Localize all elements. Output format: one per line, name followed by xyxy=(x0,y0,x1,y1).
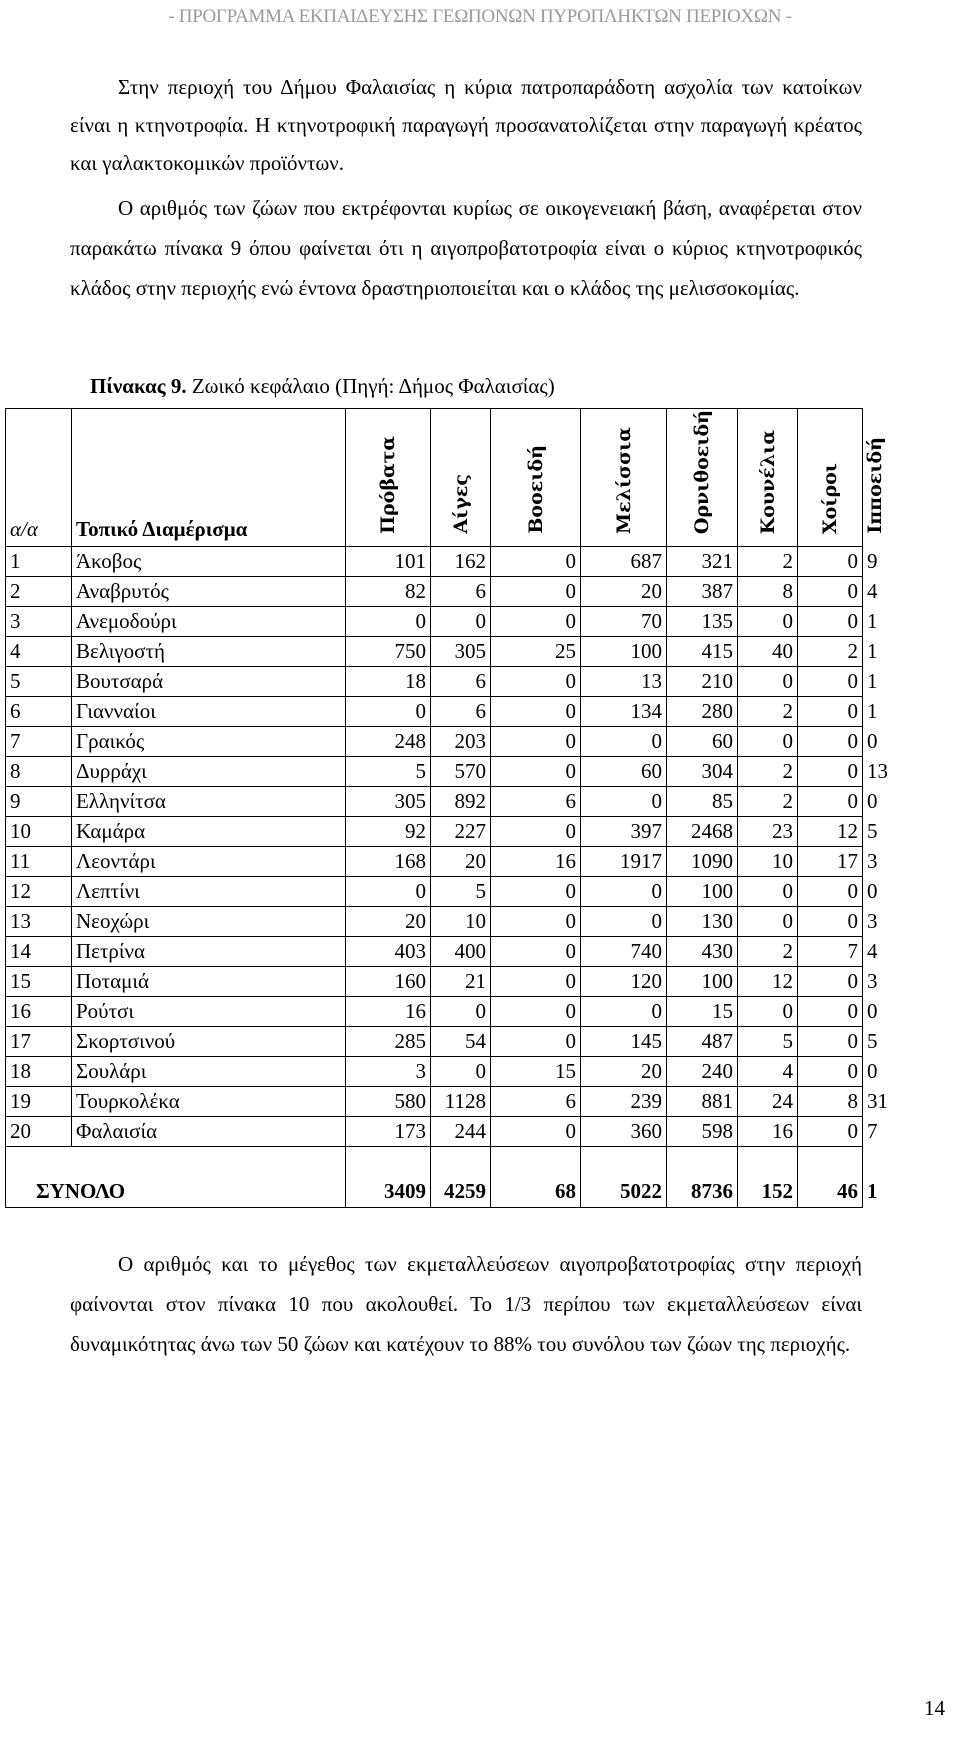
cell-value: 15 xyxy=(491,1057,581,1087)
cell-value: 54 xyxy=(431,1027,491,1057)
cell-value: 10 xyxy=(431,907,491,937)
cell-value: 13 xyxy=(581,667,667,697)
cell-value: 0 xyxy=(346,877,431,907)
cell-value: 16 xyxy=(346,997,431,1027)
total-value: 152 xyxy=(738,1147,798,1208)
column-header-text: Χοίροι xyxy=(819,462,841,534)
table-row: 20 Φαλαισία 173 244 0 360 598 16 0 7 xyxy=(6,1117,863,1147)
cell-value: 598 xyxy=(667,1117,738,1147)
cell-value: 85 xyxy=(667,787,738,817)
cell-value: 0 xyxy=(798,547,863,577)
cell-value: 18 xyxy=(346,667,431,697)
table-row: 11 Λεοντάρι 168 20 16 1917 1090 10 17 3 xyxy=(6,847,863,877)
cell-value: 305 xyxy=(431,637,491,667)
column-header xyxy=(346,409,431,547)
running-header: - ΠΡΟΓΡΑΜΜΑ ΕΚΠΑΙΔΕΥΣΗΣ ΓΕΩΠΟΝΩΝ ΠΥΡΟΠΛΗΚΤΩΝ ΠΕΡΙΟΧΩΝ - xyxy=(168,6,792,27)
cell-value: 239 xyxy=(581,1087,667,1117)
cell-value: 400 xyxy=(431,937,491,967)
column-header: Τοπικό Διαμέρισμα xyxy=(72,409,346,547)
cell-value: 0 xyxy=(581,877,667,907)
column-header xyxy=(738,409,798,547)
cell-value: 15 xyxy=(667,997,738,1027)
cell-value: 0 xyxy=(491,577,581,607)
cell-value: 100 xyxy=(667,877,738,907)
cell-value: 0 xyxy=(798,667,863,697)
paragraph-intro xyxy=(70,68,862,182)
paragraph-text: Ο αριθμός και το μέγεθος των εκμεταλλεύσεων αιγοπροβατοτροφίας στην περιοχή φαίνονται στον πίνακα 10 που ακολουθεί. Το 1/3 περίπου των εκμεταλλεύσεων είναι δυναμικότητας άνω των 50 ζώων και κατέχουν το 88% του συνόλου των ζώων της περιοχής. xyxy=(70,1252,862,1356)
cell-value: 280 xyxy=(667,697,738,727)
row-index: 14 xyxy=(6,937,72,967)
table-row: 1 Άκοβος 101 162 0 687 321 2 0 9 xyxy=(6,547,863,577)
row-index: 10 xyxy=(6,817,72,847)
cell-value: 0 xyxy=(581,907,667,937)
table-row: 7 Γραικός 248 203 0 0 60 0 0 0 xyxy=(6,727,863,757)
cell-value: 21 xyxy=(431,967,491,997)
cell-value: 0 xyxy=(798,1027,863,1057)
cell-value: 60 xyxy=(667,727,738,757)
district-name: Λεοντάρι xyxy=(72,847,346,877)
cell-value: 881 xyxy=(667,1087,738,1117)
cell-value: 20 xyxy=(346,907,431,937)
cell-value: 10 xyxy=(738,847,798,877)
district-name: Τουρκολέκα xyxy=(72,1087,346,1117)
district-name: Φαλαισία xyxy=(72,1117,346,1147)
cell-value: 321 xyxy=(667,547,738,577)
table-row: 16 Ρούτσι 16 0 0 0 15 0 0 0 xyxy=(6,997,863,1027)
cell-value: 227 xyxy=(431,817,491,847)
cell-value: 0 xyxy=(581,727,667,757)
cell-value: 4 xyxy=(738,1057,798,1087)
cell-value: 70 xyxy=(581,607,667,637)
cell-value: 135 xyxy=(667,607,738,637)
cell-value: 0 xyxy=(798,997,863,1027)
cell-value: 570 xyxy=(431,757,491,787)
column-header-text: Ορνιθοειδή xyxy=(691,409,713,534)
cell-value: 0 xyxy=(581,787,667,817)
paragraph-text: Ο αριθμός των ζώων που εκτρέφονται κυρίως σε οικογενειακή βάση, αναφέρεται στον παρακάτω πίνακα 9 όπου φαίνεται ότι η αιγοπροβατοτροφία είναι ο κύριος κτηνοτροφικός κλάδος στην περιοχής ενώ έντονα δραστηριοποιείται και ο κλάδος της μελισσοκομίας. xyxy=(70,196,862,300)
caption-text: Ζωικό κεφάλαιο (Πηγή: Δήμος Φαλαισίας) xyxy=(186,374,555,398)
total-value: 46 xyxy=(798,1147,863,1208)
cell-value: 0 xyxy=(491,937,581,967)
cell-value: 162 xyxy=(431,547,491,577)
cell-value: 160 xyxy=(346,967,431,997)
cell-value: 0 xyxy=(738,877,798,907)
district-name: Βουτσαρά xyxy=(72,667,346,697)
paragraph-text: Στην περιοχή του Δήμου Φαλαισίας η κύρια πατροπαράδοτη ασχολία των κατοίκων είναι η κτηνοτροφία. Η κτηνοτροφική παραγωγή προσανατολίζεται στην παραγωγή κρέατος και γαλακτοκομικών προϊόντων. xyxy=(70,75,862,175)
table-row: 15 Ποταμιά 160 21 0 120 100 12 0 3 xyxy=(6,967,863,997)
cell-value: 403 xyxy=(346,937,431,967)
cell-value: 0 xyxy=(491,547,581,577)
cell-value: 580 xyxy=(346,1087,431,1117)
cell-value: 60 xyxy=(581,757,667,787)
table-row: 14 Πετρίνα 403 400 0 740 430 2 7 4 xyxy=(6,937,863,967)
table-row: 3 Ανεμοδούρι 0 0 0 70 135 0 0 1 xyxy=(6,607,863,637)
table-row: 8 Δυρράχι 5 570 0 60 304 2 0 13 xyxy=(6,757,863,787)
cell-value: 1128 xyxy=(431,1087,491,1117)
cell-value: 0 xyxy=(491,967,581,997)
cell-value: 173 xyxy=(346,1117,431,1147)
total-label: ΣΥΝΟΛΟ xyxy=(6,1147,346,1208)
row-index: 1 xyxy=(6,547,72,577)
cell-value: 1917 xyxy=(581,847,667,877)
cell-value: 0 xyxy=(798,1057,863,1087)
cell-value: 0 xyxy=(491,727,581,757)
cell-value: 387 xyxy=(667,577,738,607)
cell-value: 2468 xyxy=(667,817,738,847)
row-index: 5 xyxy=(6,667,72,697)
cell-value: 305 xyxy=(346,787,431,817)
cell-value: 0 xyxy=(798,907,863,937)
cell-value: 0 xyxy=(798,577,863,607)
row-index: 19 xyxy=(6,1087,72,1117)
district-name: Ανεμοδούρι xyxy=(72,607,346,637)
cell-value: 0 xyxy=(491,817,581,847)
table-row: 19 Τουρκολέκα 580 1128 6 239 881 24 8 31 xyxy=(6,1087,863,1117)
cell-value: 0 xyxy=(431,997,491,1027)
cell-value: 5 xyxy=(738,1027,798,1057)
cell-value: 12 xyxy=(738,967,798,997)
cell-value: 2 xyxy=(738,787,798,817)
cell-value: 0 xyxy=(738,907,798,937)
cell-value: 0 xyxy=(798,787,863,817)
cell-value: 244 xyxy=(431,1117,491,1147)
cell-value: 6 xyxy=(491,1087,581,1117)
district-name: Δυρράχι xyxy=(72,757,346,787)
cell-value: 397 xyxy=(581,817,667,847)
paragraph-animals xyxy=(70,188,862,308)
table-row: 13 Νεοχώρι 20 10 0 0 130 0 0 3 xyxy=(6,907,863,937)
column-header xyxy=(581,409,667,547)
cell-value: 6 xyxy=(431,667,491,697)
district-name: Καμάρα xyxy=(72,817,346,847)
column-header-text: Αίγες xyxy=(449,474,472,534)
cell-value: 0 xyxy=(798,1117,863,1147)
cell-value: 0 xyxy=(431,1057,491,1087)
row-index: 8 xyxy=(6,757,72,787)
cell-value: 16 xyxy=(491,847,581,877)
total-value: 68 xyxy=(491,1147,581,1208)
cell-value: 0 xyxy=(491,1027,581,1057)
cell-value: 25 xyxy=(491,637,581,667)
district-name: Νεοχώρι xyxy=(72,907,346,937)
cell-value: 0 xyxy=(491,1117,581,1147)
column-header-text: Ιπποειδή xyxy=(864,437,886,534)
cell-value: 0 xyxy=(738,607,798,637)
cell-value: 0 xyxy=(491,907,581,937)
cell-value: 16 xyxy=(738,1117,798,1147)
row-index: 12 xyxy=(6,877,72,907)
cell-value: 210 xyxy=(667,667,738,697)
row-index: 11 xyxy=(6,847,72,877)
cell-value: 892 xyxy=(431,787,491,817)
cell-value: 750 xyxy=(346,637,431,667)
column-header xyxy=(431,409,491,547)
cell-value: 120 xyxy=(581,967,667,997)
cell-value: 0 xyxy=(798,697,863,727)
total-row: ΣΥΝΟΛΟ 3409 4259 68 5022 8736 152 46 1 xyxy=(6,1147,863,1208)
cell-value: 203 xyxy=(431,727,491,757)
row-index: 18 xyxy=(6,1057,72,1087)
row-index: 7 xyxy=(6,727,72,757)
cell-value: 20 xyxy=(581,577,667,607)
table-row: 12 Λεπτίνι 0 5 0 0 100 0 0 0 xyxy=(6,877,863,907)
total-value: 3409 xyxy=(346,1147,431,1208)
column-header-text: Πρόβατα xyxy=(377,436,399,534)
column-header: α/α xyxy=(6,409,72,547)
cell-value: 0 xyxy=(581,997,667,1027)
cell-value: 240 xyxy=(667,1057,738,1087)
cell-value: 0 xyxy=(491,697,581,727)
column-header xyxy=(798,409,863,547)
cell-value: 82 xyxy=(346,577,431,607)
column-header-text: Κουνέλια xyxy=(756,429,779,534)
cell-value: 285 xyxy=(346,1027,431,1057)
cell-value: 0 xyxy=(431,607,491,637)
cell-value: 687 xyxy=(581,547,667,577)
column-header-text: Βοοειδή xyxy=(524,445,547,534)
cell-value: 40 xyxy=(738,637,798,667)
cell-value: 100 xyxy=(581,637,667,667)
cell-value: 2 xyxy=(738,697,798,727)
cell-value: 0 xyxy=(798,727,863,757)
cell-value: 8 xyxy=(738,577,798,607)
column-header xyxy=(667,409,738,547)
cell-value: 304 xyxy=(667,757,738,787)
row-index: 9 xyxy=(6,787,72,817)
livestock-table xyxy=(5,408,888,1208)
district-name: Βελιγοστή xyxy=(72,637,346,667)
district-name: Σουλάρι xyxy=(72,1057,346,1087)
row-index: 6 xyxy=(6,697,72,727)
district-name: Γιανναίοι xyxy=(72,697,346,727)
table-row: 9 Ελληνίτσα 305 892 6 0 85 2 0 0 xyxy=(6,787,863,817)
cell-value: 145 xyxy=(581,1027,667,1057)
cell-value: 6 xyxy=(491,787,581,817)
cell-value: 17 xyxy=(798,847,863,877)
cell-value: 0 xyxy=(491,997,581,1027)
row-index: 2 xyxy=(6,577,72,607)
row-index: 15 xyxy=(6,967,72,997)
cell-value: 2 xyxy=(738,547,798,577)
cell-value: 2 xyxy=(798,637,863,667)
cell-value: 20 xyxy=(431,847,491,877)
cell-value: 415 xyxy=(667,637,738,667)
district-name: Άκοβος xyxy=(72,547,346,577)
cell-value: 0 xyxy=(491,667,581,697)
district-name: Ελληνίτσα xyxy=(72,787,346,817)
cell-value: 740 xyxy=(581,937,667,967)
cell-value: 430 xyxy=(667,937,738,967)
cell-value: 0 xyxy=(346,607,431,637)
row-index: 20 xyxy=(6,1117,72,1147)
cell-value: 248 xyxy=(346,727,431,757)
cell-value: 5 xyxy=(431,877,491,907)
cell-value: 6 xyxy=(431,697,491,727)
cell-value: 0 xyxy=(491,607,581,637)
district-name: Λεπτίνι xyxy=(72,877,346,907)
total-value: 5022 xyxy=(581,1147,667,1208)
cell-value: 134 xyxy=(581,697,667,727)
column-header xyxy=(491,409,581,547)
caption-label: Πίνακας 9. xyxy=(90,374,187,398)
total-value: 4259 xyxy=(431,1147,491,1208)
cell-value: 23 xyxy=(738,817,798,847)
cell-value: 92 xyxy=(346,817,431,847)
cell-value: 1090 xyxy=(667,847,738,877)
row-index: 17 xyxy=(6,1027,72,1057)
cell-value: 2 xyxy=(738,757,798,787)
row-index: 13 xyxy=(6,907,72,937)
column-header-text: Μελίσσια xyxy=(612,427,635,534)
paragraph-farms xyxy=(70,1244,862,1364)
cell-value: 20 xyxy=(581,1057,667,1087)
cell-value: 130 xyxy=(667,907,738,937)
cell-value: 5 xyxy=(346,757,431,787)
cell-value: 0 xyxy=(798,757,863,787)
row-index: 4 xyxy=(6,637,72,667)
cell-value: 360 xyxy=(581,1117,667,1147)
cell-value: 0 xyxy=(346,697,431,727)
cell-value: 0 xyxy=(738,667,798,697)
cell-value: 0 xyxy=(491,757,581,787)
cell-value: 0 xyxy=(491,877,581,907)
cell-value: 6 xyxy=(431,577,491,607)
cell-value: 0 xyxy=(738,727,798,757)
table-caption xyxy=(90,374,555,399)
table-row: 18 Σουλάρι 3 0 15 20 240 4 0 0 xyxy=(6,1057,863,1087)
district-name: Γραικός xyxy=(72,727,346,757)
page-number: 14 xyxy=(924,1696,945,1720)
cell-value: 0 xyxy=(798,877,863,907)
row-index: 16 xyxy=(6,997,72,1027)
cell-value: 100 xyxy=(667,967,738,997)
total-value: 8736 xyxy=(667,1147,738,1208)
row-index: 3 xyxy=(6,607,72,637)
cell-value: 0 xyxy=(738,997,798,1027)
table-row: 4 Βελιγοστή 750 305 25 100 415 40 2 1 xyxy=(6,637,863,667)
table-row: 5 Βουτσαρά 18 6 0 13 210 0 0 1 xyxy=(6,667,863,697)
district-name: Ρούτσι xyxy=(72,997,346,1027)
district-name: Ποταμιά xyxy=(72,967,346,997)
table-header-row xyxy=(6,409,863,547)
district-name: Πετρίνα xyxy=(72,937,346,967)
table-row: 17 Σκορτσινού 285 54 0 145 487 5 0 5 xyxy=(6,1027,863,1057)
cell-value: 7 xyxy=(798,937,863,967)
table-row: 6 Γιανναίοι 0 6 0 134 280 2 0 1 xyxy=(6,697,863,727)
table-row: 10 Καμάρα 92 227 0 397 2468 23 12 5 xyxy=(6,817,863,847)
district-name: Αναβρυτός xyxy=(72,577,346,607)
cell-value: 3 xyxy=(346,1057,431,1087)
district-name: Σκορτσινού xyxy=(72,1027,346,1057)
cell-value: 8 xyxy=(798,1087,863,1117)
cell-value: 2 xyxy=(738,937,798,967)
cell-value: 168 xyxy=(346,847,431,877)
table-row: 2 Αναβρυτός 82 6 0 20 387 8 0 4 xyxy=(6,577,863,607)
cell-value: 101 xyxy=(346,547,431,577)
cell-value: 24 xyxy=(738,1087,798,1117)
cell-value: 487 xyxy=(667,1027,738,1057)
cell-value: 0 xyxy=(798,967,863,997)
cell-value: 12 xyxy=(798,817,863,847)
cell-value: 0 xyxy=(798,607,863,637)
